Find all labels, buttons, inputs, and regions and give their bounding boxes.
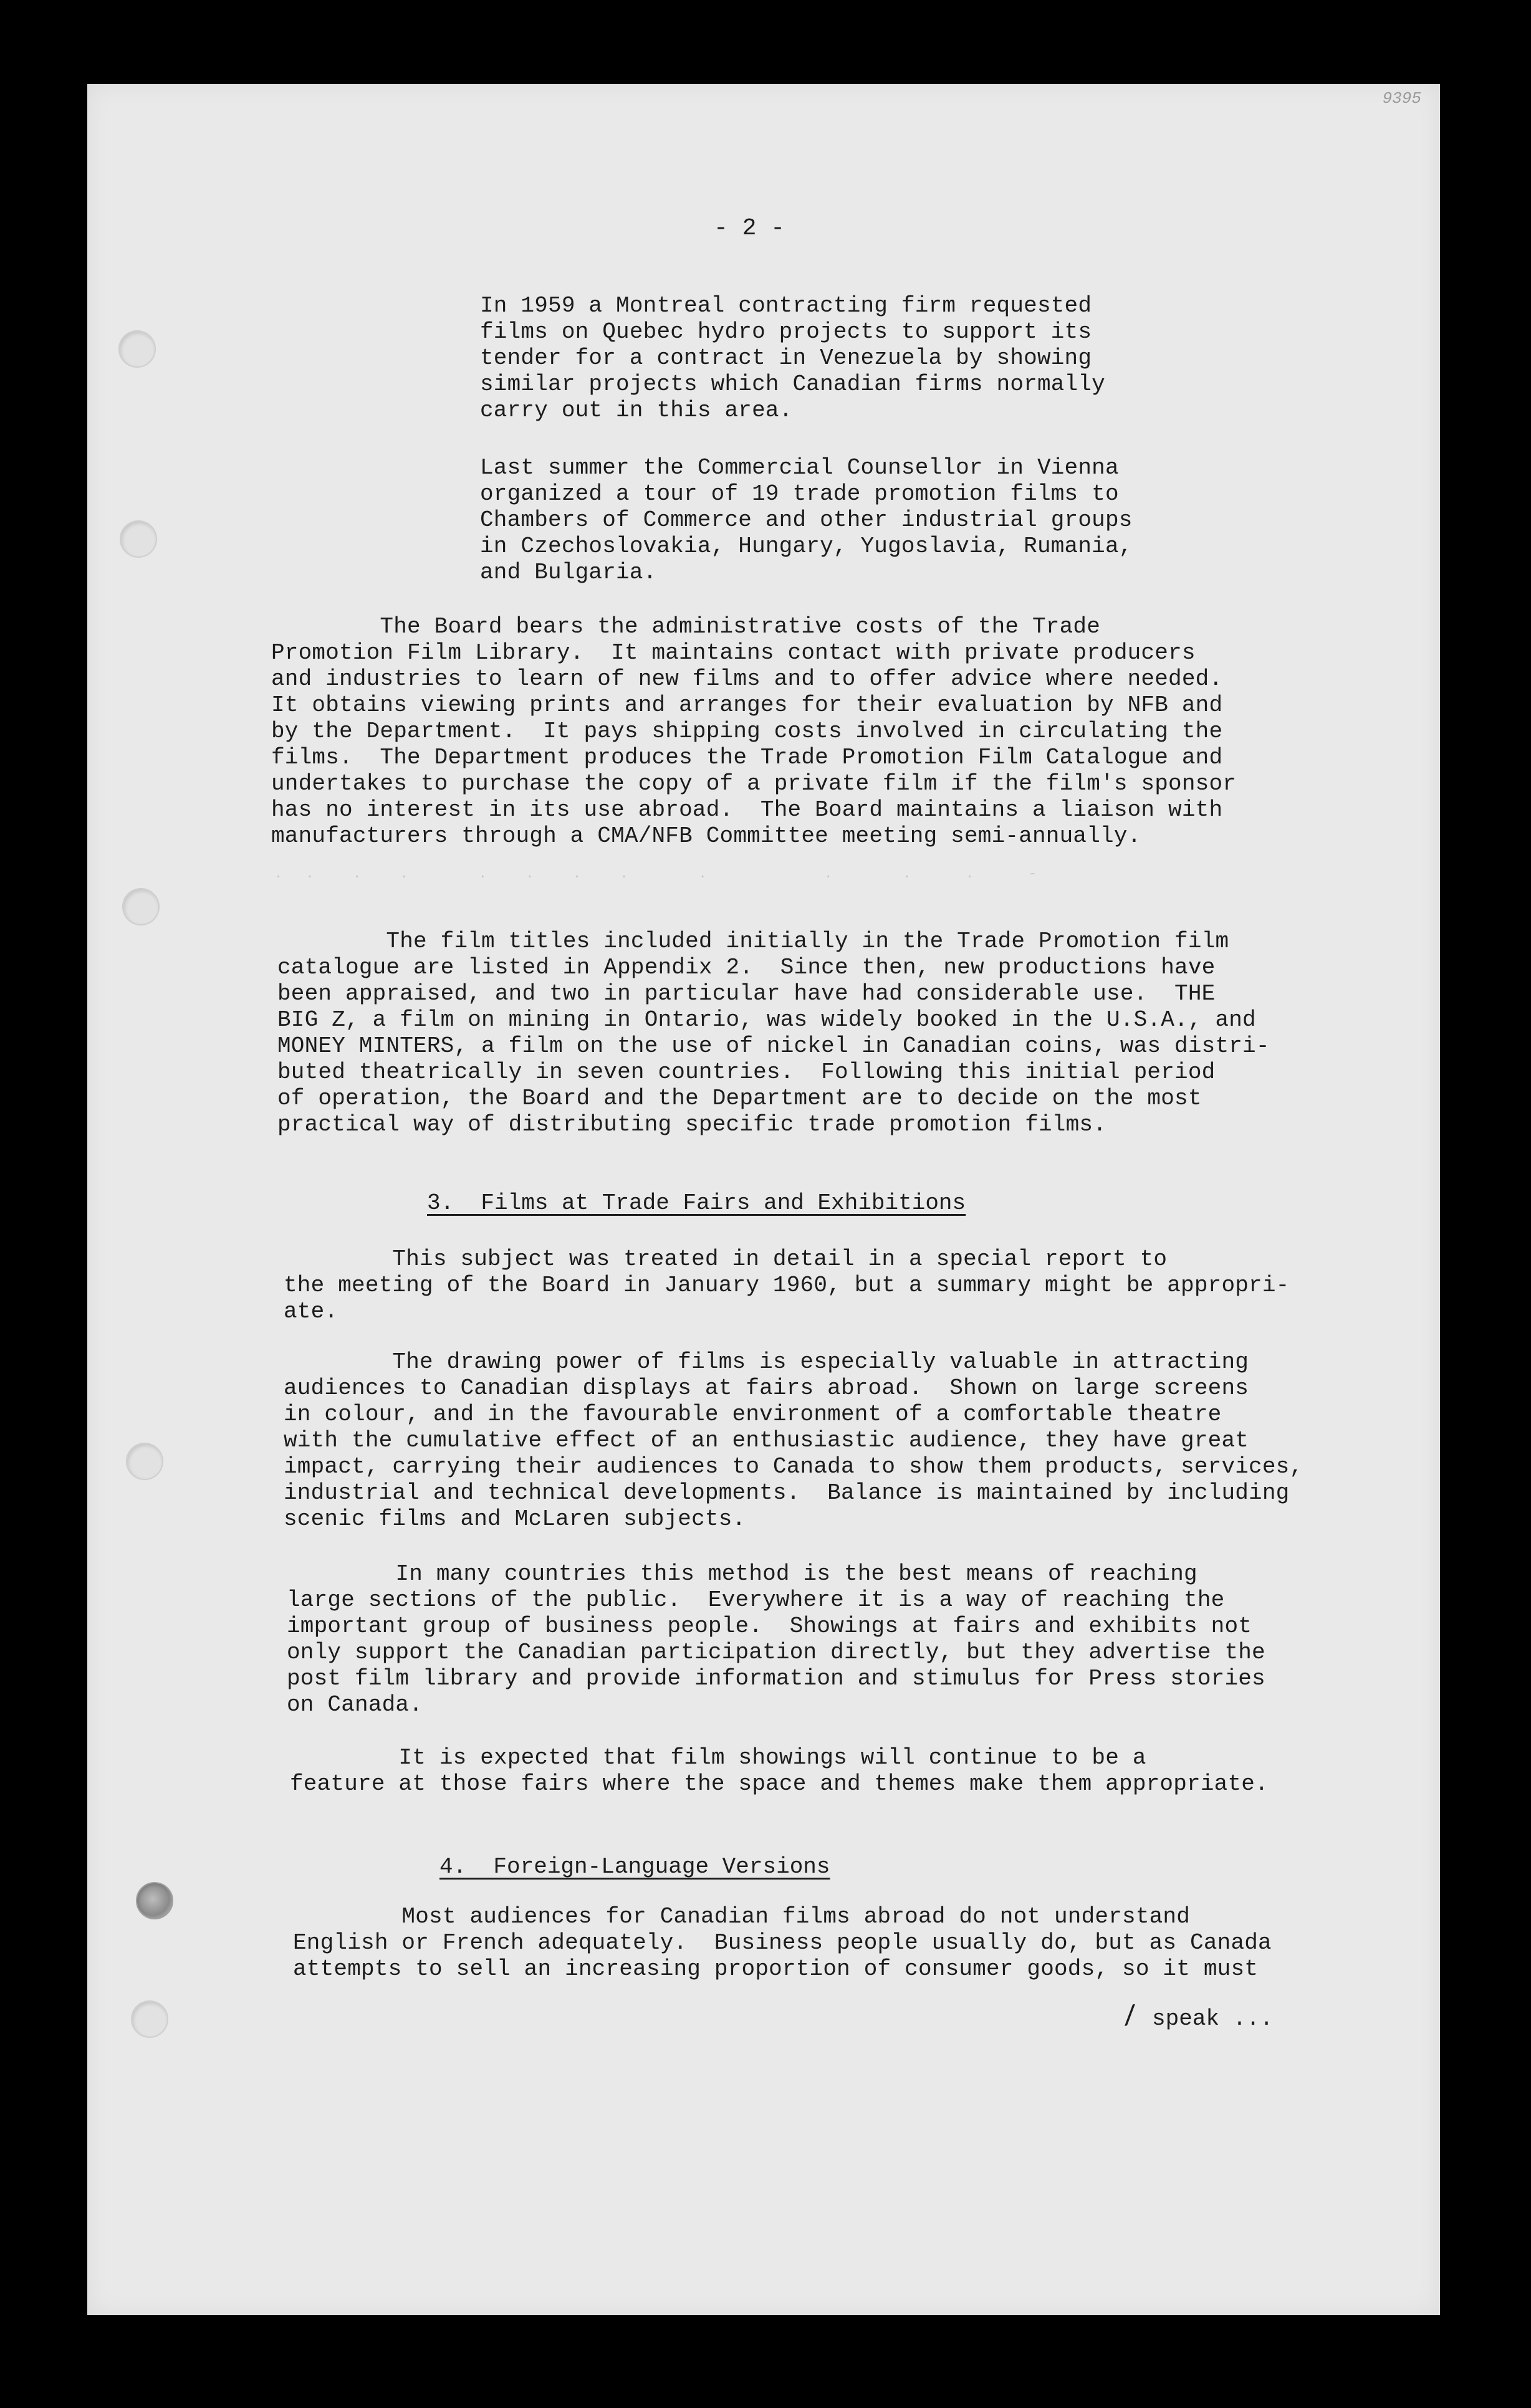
- paragraph-film-titles: The film titles included initially in the Trade Promotion film catalogue are listed in Appendix 2. Since then, new productions have been appraised, and two in particular have had considerable use. THE BIG Z, a film on mining in Ontario, was widely booked in the U.S.A., and MONEY MINTERS, a film on the use of nickel in Canadian coins, was distri- buted theatrically in seven countries. Following this initial period of operation, the Board and the Department are to decide on the most practical way of distributing specific trade promotion films.: [277, 929, 1270, 1137]
- punch-hole: [126, 1443, 163, 1480]
- section-4-paragraph: Most audiences for Canadian films abroad do not understand English or French adequately. Business people usually do, but as Canada attempts to sell an increasing proportion of consumer goods, so it must: [293, 1904, 1272, 1982]
- punch-hole: [118, 330, 156, 368]
- paragraph-montreal: In 1959 a Montreal contracting firm requested films on Quebec hydro projects to support its tender for a contract in Venezuela by showing similar projects which Canadian firms normally carry out in this area.: [480, 293, 1105, 423]
- punch-hole: [122, 888, 160, 925]
- section-4-heading: 4. Foreign-Language Versions: [439, 1854, 830, 1880]
- continuation-text: speak ...: [1152, 2006, 1274, 2032]
- punch-hole: [136, 1882, 173, 1919]
- page-number: - 2 -: [714, 215, 785, 242]
- document-page: [87, 84, 1440, 2315]
- bracket-mark: /: [1120, 2001, 1141, 2035]
- faint-artifact-line: . . . . . . . . . . . . -: [274, 866, 1044, 882]
- punch-hole: [131, 2000, 168, 2038]
- section-3-paragraph-1: This subject was treated in detail in a special report to the meeting of the Board in January 1960, but a summary might be appropri- ate.: [284, 1246, 1290, 1324]
- section-3-heading: 3. Films at Trade Fairs and Exhibitions: [427, 1190, 966, 1216]
- paragraph-board-costs: The Board bears the administrative costs of the Trade Promotion Film Library. It maintains contact with private producers and industries to learn of new films and to offer advice where needed. It obtains viewing prints and arranges for their evaluation by NFB and by the Department. It pays shipping costs involved in circulating the films. The Department produces the Trade Promotion Film Catalogue and undertakes to purchase the copy of a private film if the film's sponsor has no interest in its use abroad. The Board maintains a liaison with manufacturers through a CMA/NFB Committee meeting semi-annually.: [271, 614, 1237, 849]
- section-3-paragraph-2: The drawing power of films is especially valuable in attracting audiences to Canadian displays at fairs abroad. Shown on large screens in colour, and in the favourable environment of a comfortable theatre with the cumulative effect of an enthusiastic audience, they have great impact, carrying their audiences to Canada to show them products, services, industrial and technical developments. Balance is maintained by including scenic films and McLaren subjects.: [284, 1349, 1303, 1532]
- punch-hole: [120, 520, 157, 558]
- section-3-paragraph-3: In many countries this method is the best means of reaching large sections of the public. Everywhere it is a way of reaching the important group of business people. Showings at fairs and exhibits not only support the Canadian participation directly, but they advertise the post film library and provide information and stimulus for Press stories on Canada.: [287, 1561, 1265, 1718]
- paragraph-vienna: Last summer the Commercial Counsellor in Vienna organized a tour of 19 trade promotion films to Chambers of Commerce and other industrial groups in Czechoslovakia, Hungary, Yugoslavia, Rumania, and Bulgaria.: [480, 455, 1133, 585]
- continuation-note: [1122, 2002, 1273, 2033]
- section-3-paragraph-4: It is expected that film showings will continue to be a feature at those fairs where the space and themes make them appropriate.: [290, 1745, 1269, 1797]
- corner-page-mark: 9395: [1382, 89, 1421, 108]
